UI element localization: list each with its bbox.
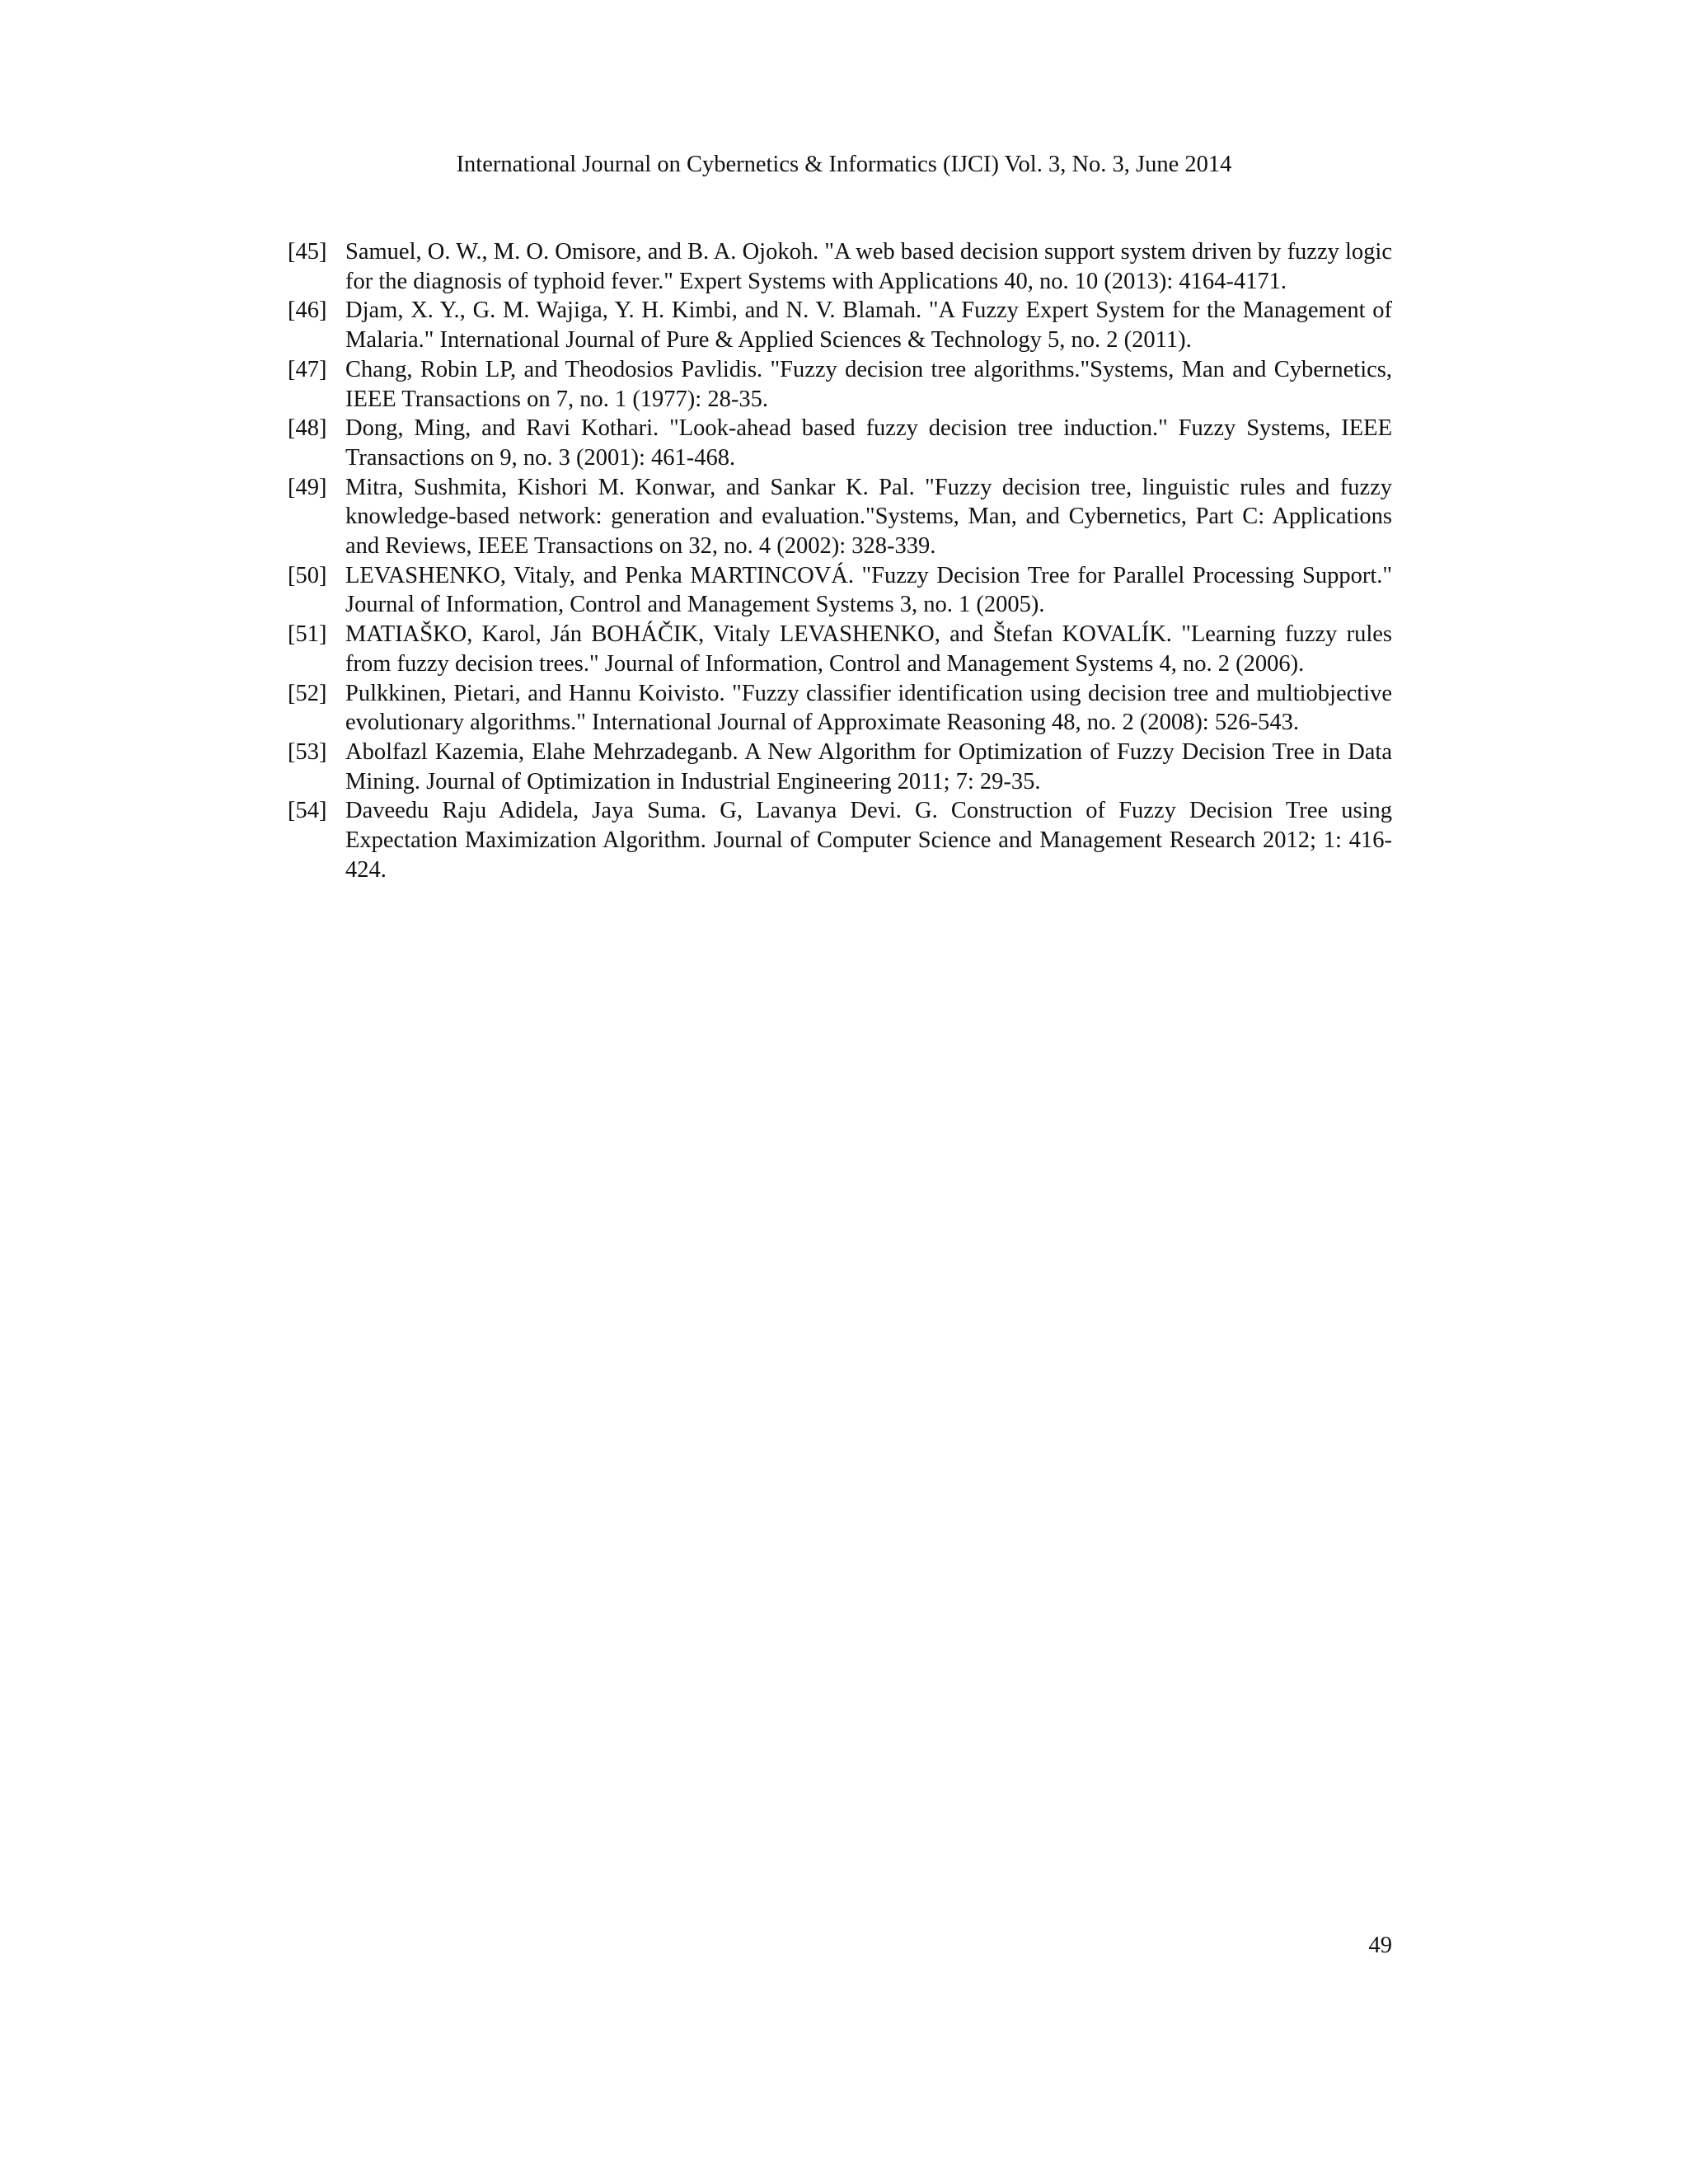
reference-item (288, 473, 1392, 561)
reference-text: Samuel, O. W., M. O. Omisore, and B. A. Ojokoh. "A web based decision support system driven by fuzzy logic for the diagnosis of typhoid fever." Expert Systems with Applications 40, no. 10 (2013): 4164-4171. (345, 239, 1392, 294)
reference-item (288, 414, 1392, 472)
reference-text: Daveedu Raju Adidela, Jaya Suma. G, Lavanya Devi. G. Construction of Fuzzy Decision Tree using Expectation Maximization Algorithm. Journal of Computer Science and Management Research 2012; 1: 416-424. (345, 798, 1392, 883)
reference-item (288, 296, 1392, 354)
reference-number: [48] (288, 415, 327, 442)
reference-item (288, 679, 1392, 738)
reference-item (288, 561, 1392, 620)
reference-text: Dong, Ming, and Ravi Kothari. "Look-ahead based fuzzy decision tree induction." Fuzzy Systems, IEEE Transactions on 9, no. 3 (2001): 461-468. (345, 415, 1392, 471)
reference-item (288, 796, 1392, 884)
reference-number: [47] (288, 356, 327, 382)
reference-number: [53] (288, 738, 327, 765)
reference-text: Abolfazl Kazemia, Elahe Mehrzadeganb. A New Algorithm for Optimization of Fuzzy Decision Tree in Data Mining. Journal of Optimization in Industrial Engineering 2011; 7: 29-35. (345, 738, 1392, 794)
reference-text: Djam, X. Y., G. M. Wajiga, Y. H. Kimbi, and N. V. Blamah. "A Fuzzy Expert System for the Management of Malaria." International Journal of Pure & Applied Sciences & Technology 5, no. 2 (2011). (345, 298, 1392, 354)
reference-item (288, 738, 1392, 796)
reference-list (288, 237, 1392, 884)
reference-item (288, 620, 1392, 678)
reference-number: [50] (288, 562, 327, 588)
reference-item (288, 355, 1392, 414)
reference-text: MATIAŠKO, Karol, Ján BOHÁČIK, Vitaly LEVASHENKO, and Štefan KOVALÍK. "Learning fuzzy rules from fuzzy decision trees." Journal of Information, Control and Management Systems 4, no. 2 (2006). (345, 621, 1392, 677)
reference-number: [52] (288, 680, 327, 706)
reference-text: LEVASHENKO, Vitaly, and Penka MARTINCOVÁ. "Fuzzy Decision Tree for Parallel Processing Support." Journal of Information, Control and Management Systems 3, no. 1 (2005). (345, 562, 1392, 618)
reference-text: Pulkkinen, Pietari, and Hannu Koivisto. "Fuzzy classifier identification using decision tree and multiobjective evolutionary algorithms." International Journal of Approximate Reasoning 48, no. 2 (2008): 526-543. (345, 680, 1392, 736)
reference-text: Mitra, Sushmita, Kishori M. Konwar, and Sankar K. Pal. "Fuzzy decision tree, linguistic rules and fuzzy knowledge-based network: generation and evaluation."Systems, Man, and Cybernetics, Part C: Applications and Reviews, IEEE Transactions on 32, no. 4 (2002): 328-339. (345, 474, 1392, 560)
reference-number: [54] (288, 798, 327, 824)
reference-number: [51] (288, 621, 327, 648)
reference-text: Chang, Robin LP, and Theodosios Pavlidis. "Fuzzy decision tree algorithms."Systems, Man and Cybernetics, IEEE Transactions on 7, no. 1 (1977): 28-35. (345, 356, 1392, 412)
reference-number: [45] (288, 239, 327, 265)
page-number: 49 (1368, 1933, 1392, 1958)
reference-item (288, 237, 1392, 296)
reference-number: [49] (288, 474, 327, 500)
reference-number: [46] (288, 298, 327, 324)
running-header: International Journal on Cybernetics & Informatics (IJCI) Vol. 3, No. 3, June 2014 (456, 152, 1232, 177)
